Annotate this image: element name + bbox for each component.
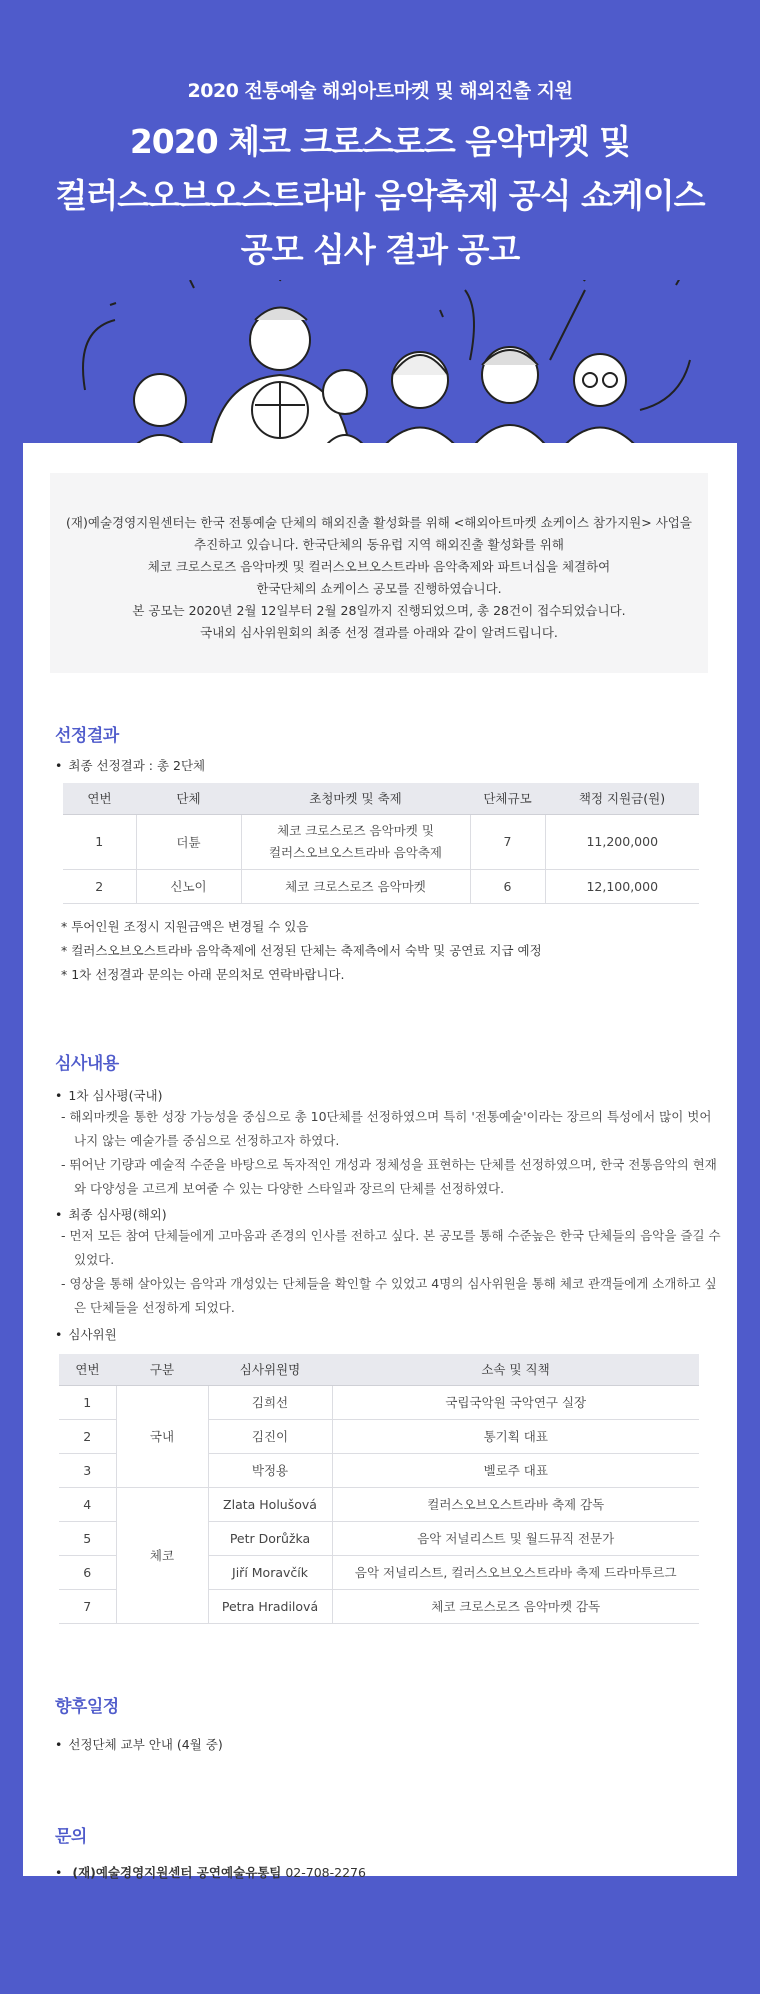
cell-no: 3 bbox=[59, 1453, 116, 1487]
header-title-line3: 공모 심사 결과 공고 bbox=[240, 230, 520, 269]
cell-no: 5 bbox=[59, 1521, 116, 1555]
intro-box bbox=[50, 473, 708, 673]
intro-line: 추진하고 있습니다. 한국단체의 동유럽 지역 해외진출 활성화를 위해 bbox=[194, 537, 564, 552]
results-title: 선정결과 bbox=[55, 726, 119, 746]
col-header: 구분 bbox=[116, 1354, 208, 1385]
cell-no: 4 bbox=[59, 1487, 116, 1521]
cell-role: 국립국악원 국악연구 실장 bbox=[332, 1385, 699, 1419]
header-title-line1: 2020 체코 크로스로즈 음악마켓 및 bbox=[129, 122, 631, 161]
cell-amount: 11,200,000 bbox=[545, 814, 699, 869]
cell-no: 7 bbox=[59, 1589, 116, 1623]
col-header: 소속 및 직책 bbox=[332, 1354, 699, 1385]
contact-title: 문의 bbox=[55, 1827, 87, 1847]
results-note: * 1차 선정결과 문의는 아래 문의처로 연락바랍니다. bbox=[61, 967, 345, 982]
cell-role: 통기획 대표 bbox=[332, 1419, 699, 1453]
cell-group: 신노이 bbox=[136, 869, 241, 903]
review-round1-label: • 1차 심사평(국내) bbox=[55, 1086, 163, 1104]
table-header-row bbox=[63, 783, 699, 814]
cell-name: Petra Hradilová bbox=[208, 1589, 332, 1623]
results-table bbox=[63, 783, 699, 904]
results-note: * 투어인원 조정시 지원금액은 변경될 수 있음 bbox=[61, 919, 309, 934]
intro-line: (재)예술경영지원센터는 한국 전통예술 단체의 해외진출 활성화를 위해 <해외아트마켓 쇼케이스 참가지원> 사업을 bbox=[66, 515, 692, 530]
table-row bbox=[59, 1487, 699, 1521]
review-title: 심사내용 bbox=[55, 1054, 119, 1074]
cell-name: Zlata Holušová bbox=[208, 1487, 332, 1521]
col-header: 단체규모 bbox=[470, 783, 545, 814]
header-subtitle: 2020 전통예술 해외아트마켓 및 해외진출 지원 bbox=[187, 80, 573, 102]
schedule-title: 향후일정 bbox=[55, 1697, 119, 1717]
cell-no: 1 bbox=[63, 814, 136, 869]
cell-name: 김진이 bbox=[208, 1419, 332, 1453]
col-header: 책정 지원금(원) bbox=[545, 783, 699, 814]
cell-market: 체코 크로스로즈 음악마켓 bbox=[241, 869, 470, 903]
cell-size: 6 bbox=[470, 869, 545, 903]
cell-group: 체코 bbox=[116, 1487, 208, 1623]
results-summary: • 최종 선정결과 : 총 2단체 bbox=[55, 756, 205, 774]
cell-group: 더튠 bbox=[136, 814, 241, 869]
judges-table bbox=[59, 1354, 699, 1624]
cheering-people-illustration bbox=[40, 280, 740, 444]
intro-line: 국내외 심사위원회의 최종 선정 결과를 아래와 같이 알려드립니다. bbox=[200, 625, 558, 640]
cell-role: 음악 저널리스트 및 월드뮤직 전문가 bbox=[332, 1521, 699, 1555]
cell-role: 음악 저널리스트, 컬러스오브오스트라바 축제 드라마투르그 bbox=[332, 1555, 699, 1589]
contact-phone[interactable]: 02-708-2276 bbox=[285, 1865, 366, 1880]
cell-no: 1 bbox=[59, 1385, 116, 1419]
schedule-item: • 선정단체 교부 안내 (4월 중) bbox=[55, 1735, 223, 1753]
cell-name: Petr Dorůžka bbox=[208, 1521, 332, 1555]
market-line: 컬러스오브오스트라바 음악축제 bbox=[268, 844, 443, 860]
col-header: 단체 bbox=[136, 783, 241, 814]
review-round1-item: - 뛰어난 기량과 예술적 수준을 바탕으로 독자적인 개성과 정체성을 표현하는 단체를 선정하였으며, 한국 전통음악의 현재와 다양성을 고르게 보여줄 수 있는 다양한 스타일과 장르의 단체를 선정하였다. bbox=[61, 1157, 717, 1196]
review-final-label: • 최종 심사평(해외) bbox=[55, 1205, 167, 1223]
cell-no: 6 bbox=[59, 1555, 116, 1589]
cell-name: 박정용 bbox=[208, 1453, 332, 1487]
contact-org: (재)예술경영지원센터 공연예술유통팀 bbox=[72, 1865, 282, 1880]
cell-market bbox=[241, 814, 470, 869]
market-line: 체코 크로스로즈 음악마켓 및 bbox=[277, 822, 434, 838]
cell-role: 벨로주 대표 bbox=[332, 1453, 699, 1487]
col-header: 연번 bbox=[63, 783, 136, 814]
header-title-line2: 컬러스오브오스트라바 음악축제 공식 쇼케이스 bbox=[55, 176, 705, 215]
cell-role: 체코 크로스로즈 음악마켓 감독 bbox=[332, 1589, 699, 1623]
cell-role: 컬러스오브오스트라바 축제 감독 bbox=[332, 1487, 699, 1521]
col-header: 연번 bbox=[59, 1354, 116, 1385]
cell-group: 국내 bbox=[116, 1385, 208, 1487]
table-header-row bbox=[59, 1354, 699, 1385]
cell-size: 7 bbox=[470, 814, 545, 869]
cell-no: 2 bbox=[59, 1419, 116, 1453]
cell-no: 2 bbox=[63, 869, 136, 903]
cell-name: Jiří Moravčík bbox=[208, 1555, 332, 1589]
review-round1-item: - 해외마켓을 통한 성장 가능성을 중심으로 총 10단체를 선정하였으며 특히 '전통예술'이라는 장르의 특성에서 많이 벗어나지 않는 예술가를 중심으로 선정하고자 하였다. bbox=[61, 1109, 712, 1148]
table-row bbox=[63, 814, 699, 869]
review-final-item: - 먼저 모든 참여 단체들에게 고마움과 존경의 인사를 전하고 싶다. 본 공모를 통해 수준높은 한국 단체들의 음악을 즐길 수 있었다. bbox=[61, 1228, 721, 1267]
contact-info bbox=[55, 1863, 366, 1881]
header-banner bbox=[0, 0, 760, 444]
review-final-item: - 영상을 통해 살아있는 음악과 개성있는 단체들을 확인할 수 있었고 4명의 심사위원을 통해 체코 관객들에게 소개하고 싶은 단체들을 선정하게 되었다. bbox=[61, 1276, 717, 1315]
intro-line: 한국단체의 쇼케이스 공모를 진행하였습니다. bbox=[256, 581, 502, 596]
intro-line: 체코 크로스로즈 음악마켓 및 컬러스오브오스트라바 음악축제와 파트너십을 체결하여 bbox=[147, 559, 611, 574]
cell-name: 김희선 bbox=[208, 1385, 332, 1419]
table-row bbox=[59, 1385, 699, 1419]
col-header: 심사위원명 bbox=[208, 1354, 332, 1385]
review-judges-label: • 심사위원 bbox=[55, 1325, 117, 1343]
results-note: * 컬러스오브오스트라바 음악축제에 선정된 단체는 축제측에서 숙박 및 공연료 지급 예정 bbox=[61, 943, 542, 958]
content-card bbox=[23, 443, 737, 1880]
intro-line: 본 공모는 2020년 2월 12일부터 2월 28일까지 진행되었으며, 총 28건이 접수되었습니다. bbox=[132, 603, 626, 618]
col-header: 초청마켓 및 축제 bbox=[241, 783, 470, 814]
table-row bbox=[63, 869, 699, 903]
cell-amount: 12,100,000 bbox=[545, 869, 699, 903]
